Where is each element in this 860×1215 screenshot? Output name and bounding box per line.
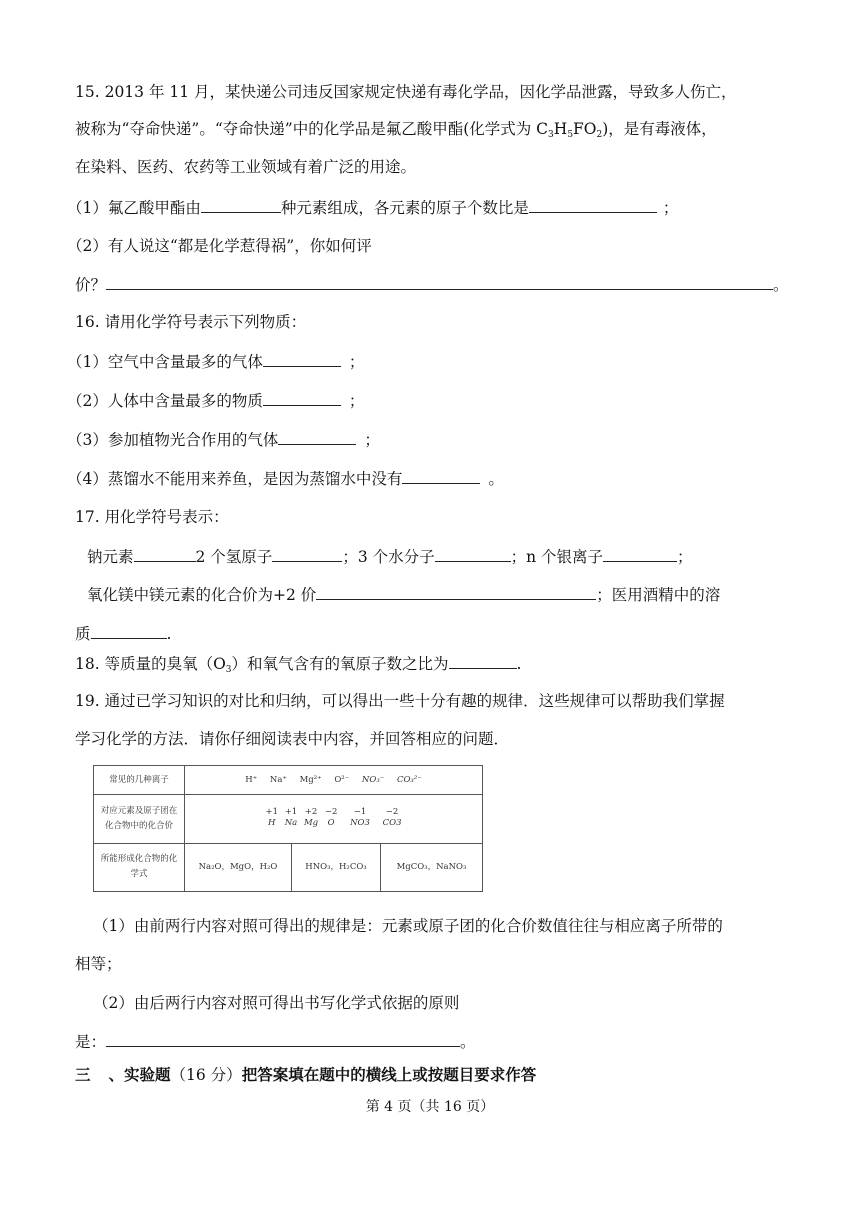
answer-blank[interactable] <box>201 196 281 213</box>
answer-blank[interactable] <box>106 273 773 290</box>
q16-title: 16. 请用化学符号表示下列物质： <box>75 313 307 331</box>
q16-item-1: （1）空气中含量最多的气体 ； <box>67 350 364 373</box>
q19-sub2-answer: 是： 。 <box>75 1030 476 1053</box>
q19-line2: 学习化学的方法．请你仔细阅读表中内容，并回答相应的问题． <box>75 730 510 748</box>
ions-table <box>93 765 483 892</box>
answer-blank[interactable] <box>106 1030 460 1047</box>
page-footer: 第 4 页（共 16 页） <box>365 1099 495 1115</box>
q15-sub2-answer: 价？ 。 <box>75 273 789 296</box>
q18: 18. 等质量的臭氧（O3）和氧气含有的氧原子数之比为 . <box>75 652 521 681</box>
q15-sub2: （2）有人说这“都是化学惹得祸”，你如何评 <box>67 237 372 255</box>
answer-blank[interactable] <box>529 196 657 213</box>
answer-blank[interactable] <box>134 545 196 562</box>
q16-item-4: （4）蒸馏水不能用来养鱼，是因为蒸馏水中没有 。 <box>67 467 504 490</box>
q17-line1: 钠元素 2 个氢原子 ；3 个水分子 ；n 个银离子 ； <box>87 545 693 568</box>
compound-cell: Na₂O，MgO，H₂O <box>185 843 292 891</box>
q19-sub2: （2）由后两行内容对照可得出书写化学式依据的原则 <box>93 994 460 1012</box>
answer-blank[interactable] <box>272 545 342 562</box>
q16-item-2: （2）人体中含量最多的物质 ； <box>67 389 364 412</box>
answer-blank[interactable] <box>435 545 511 562</box>
compound-cell: MgCO₃，NaNO₃ <box>381 843 483 891</box>
row-label-compounds: 所能形成化合物的化 学式 <box>94 843 185 891</box>
q19-line1: 19. 通过已学习知识的对比和归纳，可以得出一些十分有趣的规律．这些规律可以帮助我们掌握 <box>75 692 725 710</box>
answer-blank[interactable] <box>603 545 677 562</box>
answer-blank[interactable] <box>449 652 517 669</box>
q15-sub1: （1）氟乙酸甲酯由 种元素组成，各元素的原子个数比是 ； <box>67 196 678 219</box>
q19-sub1: （1）由前两行内容对照可得出的规律是：元素或原子团的化合价数值往往与相应离子所带的 <box>93 917 723 935</box>
ions-cell: H⁺ Na⁺ Mg²⁺ O²⁻ NO₃⁻ CO₃²⁻ <box>185 766 483 795</box>
answer-blank[interactable] <box>263 350 341 367</box>
row-label-ions: 常见的几种离子 <box>94 766 185 795</box>
section-3-header: 三 、实验题（16 分）把答案填在题中的横线上或按题目要求作答 <box>75 1065 537 1084</box>
answer-blank[interactable] <box>91 622 167 639</box>
q15-line1: 15. 2013 年 11 月，某快递公司违反国家规定快递有毒化学品，因化学品泄露，导致多人伤亡， <box>75 83 737 101</box>
q15-line2: 被称为“夺命快递”。“夺命快递”中的化学品是氟乙酸甲酯(化学式为 C3H5FO2)，是有毒液体， <box>75 120 717 140</box>
compound-cell: HNO₃，H₂CO₃ <box>292 843 381 891</box>
q17-line3: 质 . <box>75 622 171 645</box>
valence-cell: +1 H +1 Na +2 Mg −2 O −1 NO3 −2 CO3 <box>185 795 483 843</box>
q15-line3: 在染料、医药、农药等工业领域有着广泛的用途。 <box>75 158 417 176</box>
q16-item-3: （3）参加植物光合作用的气体 ； <box>67 428 380 451</box>
q19-sub1-cont: 相等； <box>75 955 122 973</box>
row-label-valence: 对应元素及原子团在 化合物中的化合价 <box>94 795 185 843</box>
q17-title: 17. 用化学符号表示： <box>75 508 229 526</box>
answer-blank[interactable] <box>278 428 356 445</box>
q17-line2: 氧化镁中镁元素的化合价为+2 价 ；医用酒精中的溶 <box>87 583 720 606</box>
answer-blank[interactable] <box>263 389 341 406</box>
answer-blank[interactable] <box>402 467 480 484</box>
answer-blank[interactable] <box>316 583 596 600</box>
